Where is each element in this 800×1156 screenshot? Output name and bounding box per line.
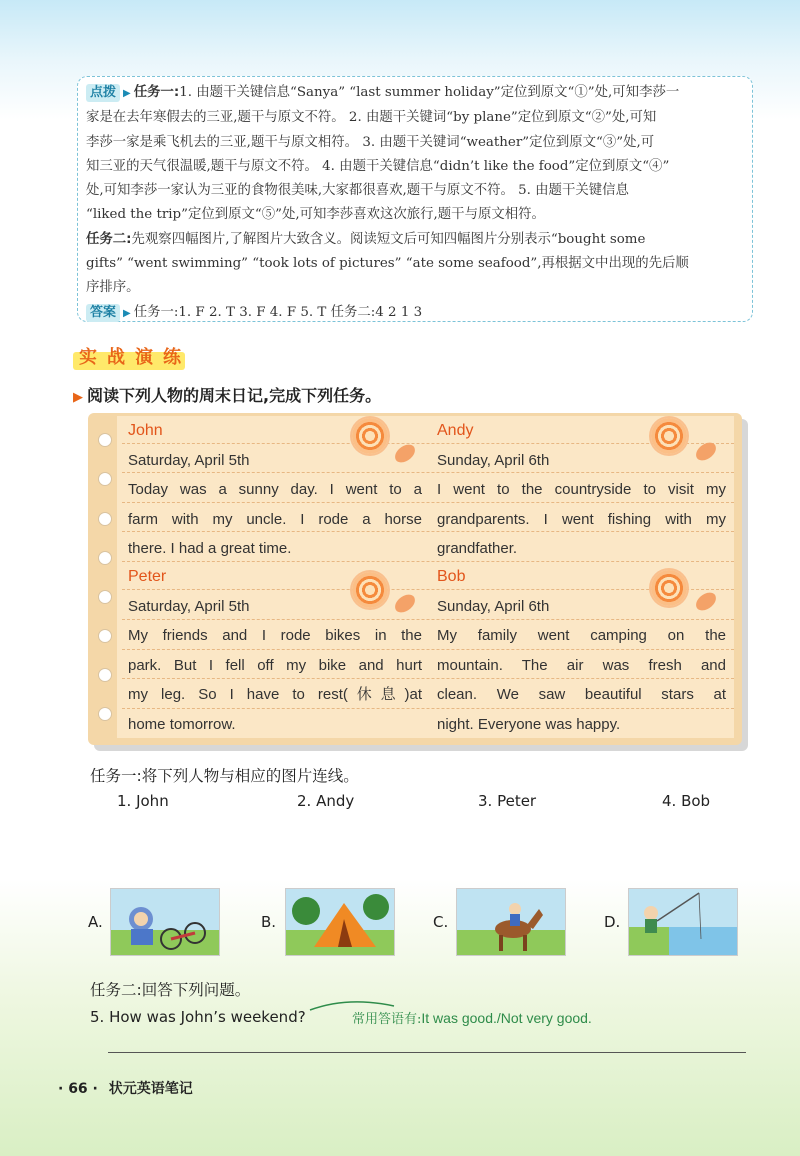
horse-icon	[457, 889, 565, 955]
book-title: 状元英语笔记	[108, 1081, 193, 1097]
binder-ring	[98, 707, 112, 721]
entry-line: there. I had a great time.	[128, 540, 292, 558]
task1-text-6: “liked the trip”定位到原文“⑤”处,可知李莎喜欢这次旅行,题干与原文相符。	[86, 207, 545, 223]
person-label: 4. Bob	[662, 792, 711, 810]
entry-name: Bob	[437, 568, 466, 585]
triangle-icon: ▶	[123, 307, 131, 319]
picture-camping[interactable]	[285, 888, 395, 956]
task1-title: 任务一:将下列人物与相应的图片连线。	[90, 767, 359, 785]
tip-box	[77, 76, 753, 322]
person-label: 2. Andy	[297, 792, 355, 810]
hint-label: 常用答语有:	[352, 1012, 422, 1027]
answer-hint	[352, 1008, 592, 1027]
task1-text-5: 处,可知李莎一家认为三亚的食物很美味,大家都很喜欢,题干与原文不符。 5. 由题干关键信息	[86, 183, 629, 199]
entry-line: night. Everyone was happy.	[437, 715, 621, 733]
entry-line: My family went camping on the	[437, 627, 726, 645]
task2-text-1: 先观察四幅图片,了解图片大致含义。阅读短文后可知四幅图片分别表示“bought some	[131, 231, 646, 247]
triangle-icon: ▶	[73, 390, 83, 405]
picture-label: C.	[433, 913, 449, 931]
fishing-icon	[629, 889, 737, 955]
entry-line: clean. We saw beautiful stars at	[437, 686, 726, 704]
bike-fall-icon	[111, 889, 219, 955]
entry-date: Saturday, April 5th	[128, 451, 250, 469]
entry-line: park. But I fell off my bike and hurt	[128, 656, 422, 674]
task1-text-3: 李莎一家是乘飞机去的三亚,题干与原文相符。 3. 由题干关键词“weather”定位到原文“③”处,可	[86, 134, 655, 150]
instruction-text: 阅读下列人物的周末日记,完成下列任务。	[87, 386, 382, 405]
task1-label: 任务一:	[133, 85, 180, 100]
entry-line: I went to the countryside to visit my	[437, 481, 726, 499]
entry-date: Sunday, April 6th	[437, 597, 550, 615]
picture-label: A.	[88, 913, 103, 931]
entry-date: Sunday, April 6th	[437, 451, 550, 469]
entry-name: John	[128, 422, 163, 439]
binder-ring	[98, 590, 112, 604]
page-footer	[58, 1078, 193, 1098]
person-label: 1. John	[117, 792, 169, 810]
task2-label: 任务二:	[86, 231, 132, 247]
task1-text-4: 知三亚的天气很温暖,题干与原文不符。 4. 由题干关键信息“didn’t like the food”定位到原文“④”	[86, 158, 670, 174]
instruction	[73, 383, 381, 406]
diary-entry-andy	[437, 416, 726, 564]
binder-ring	[98, 512, 112, 526]
entry-date: Saturday, April 5th	[128, 597, 250, 615]
diary-entry-peter	[128, 562, 422, 740]
page-number: · 66 ·	[58, 1081, 98, 1097]
binder-ring	[98, 472, 112, 486]
badge-char-3: 演	[135, 347, 153, 368]
section-badge	[73, 343, 187, 373]
entry-line: Today was a sunny day. I went to a	[128, 481, 422, 499]
triangle-icon: ▶	[123, 88, 131, 99]
answer-tag: 答案	[86, 304, 120, 322]
task2-text-3: 序排序。	[86, 280, 140, 296]
entry-line: farm with my uncle. I rode a horse	[128, 510, 422, 528]
entry-name: Andy	[437, 422, 474, 439]
tent-icon	[286, 889, 394, 955]
picture-horse-riding[interactable]	[456, 888, 566, 956]
task2-title: 任务二:回答下列问题。	[90, 981, 251, 999]
entry-line: grandparents. I went fishing with my	[437, 510, 726, 528]
badge-char-2: 战	[107, 347, 125, 368]
diary-entry-bob	[437, 562, 726, 740]
picture-fell-off-bike[interactable]	[110, 888, 220, 956]
hint-text: It was good./Not very good.	[421, 1010, 592, 1026]
entry-name: Peter	[128, 568, 167, 585]
entry-line: mountain. The air was fresh and	[437, 656, 726, 674]
answer-line	[86, 301, 744, 326]
tip-tag: 点拨	[86, 84, 120, 102]
entry-line: grandfather.	[437, 540, 518, 558]
tip-line-1	[86, 81, 744, 106]
diary-entry-john	[128, 416, 422, 564]
binder-ring	[98, 433, 112, 447]
question-5: 5. How was John’s weekend?	[90, 1008, 306, 1026]
badge-char-4: 练	[163, 347, 181, 368]
entry-line: My friends and I rode bikes in the	[128, 627, 422, 645]
entry-line: my leg. So I have to rest(休息)at	[128, 686, 422, 704]
badge-char-1: 实	[79, 347, 97, 368]
answer-text: 任务一:1. F 2. T 3. F 4. F 5. T 任务二:4 2 1 3	[133, 304, 423, 320]
tip-line-task2	[86, 228, 744, 252]
task1-text-1: 1. 由题干关键信息“Sanya” “last summer holiday”定位到原文“①”处,可知李莎一	[179, 85, 680, 100]
binder-ring	[98, 629, 112, 643]
picture-fishing[interactable]	[628, 888, 738, 956]
picture-label: D.	[604, 913, 621, 931]
picture-label: B.	[261, 913, 277, 931]
person-label: 3. Peter	[478, 792, 537, 810]
binder-ring	[98, 551, 112, 565]
entry-line: home tomorrow.	[128, 715, 236, 733]
task2-text-2: gifts” “went swimming” “took lots of pictures” “ate some seafood”,再根据文中出现的先后顺	[86, 256, 689, 272]
task1-text-2: 家是在去年寒假去的三亚,题干与原文不符。 2. 由题干关键词“by plane”定位到原文“②”处,可知	[86, 110, 657, 126]
answer-writing-line[interactable]	[108, 1052, 746, 1053]
binder-ring	[98, 668, 112, 682]
